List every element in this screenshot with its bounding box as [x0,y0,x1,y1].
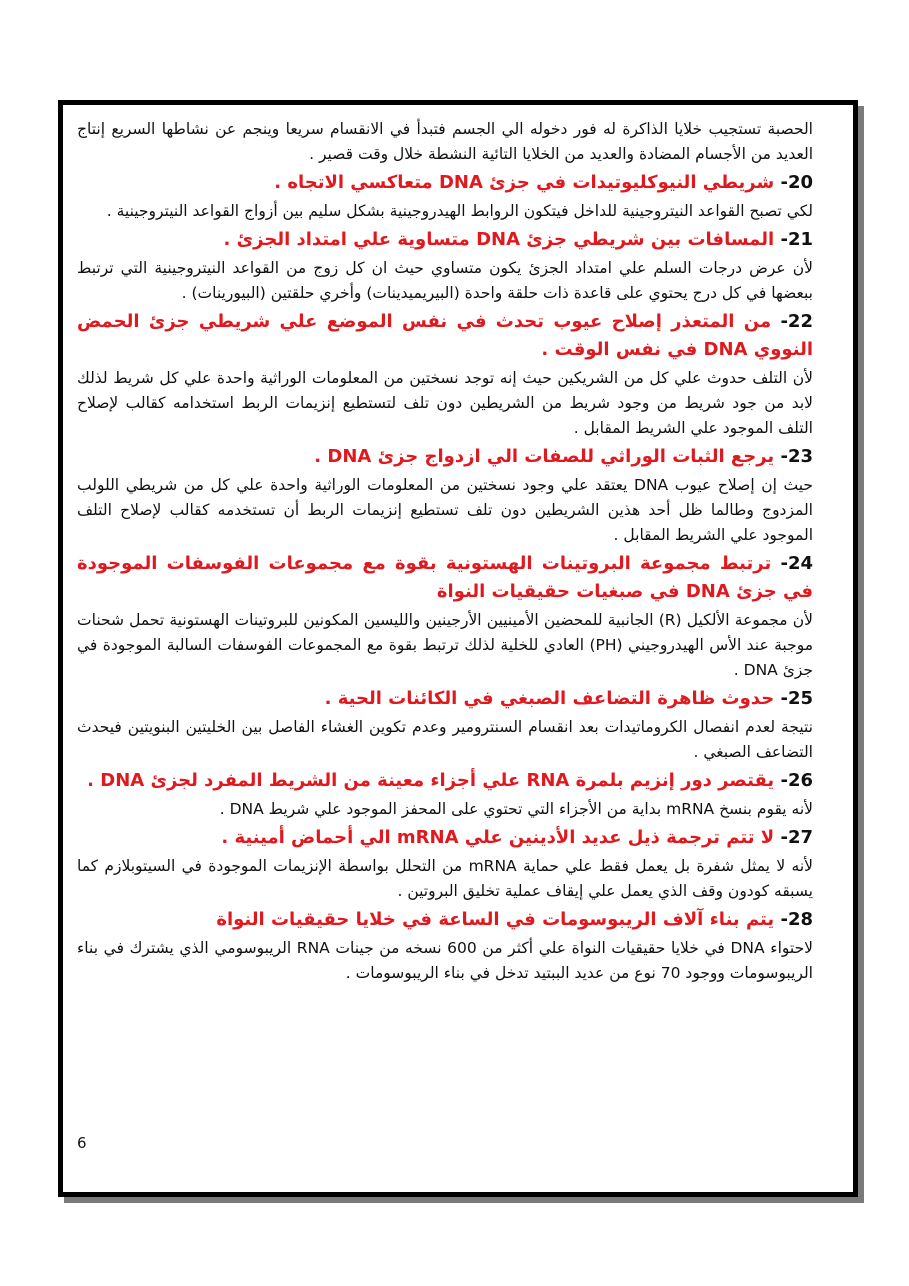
question-title: لا تتم ترجمة ذيل عديد الأدينين علي mRNA الي أحماض أمينية . [221,827,775,848]
question-title: يقتصر دور إنزيم بلمرة RNA علي أجزاء معينة من الشريط المفرد لجزئ DNA . [87,770,775,791]
page-number: 6 [77,1134,87,1152]
question-number: 23- [780,446,813,467]
item-24 [77,550,813,683]
answer-paragraph: حيث إن إصلاح عيوب DNA يعتقد علي وجود نسختين من المعلومات الوراثية واحدة علي كل من شريطي اللولب المزدوج وطالما ظل أحد هذين الشريطين دون تلف تستطيع إنزيمات الربط أن تستخدمه كقالب لإصلاح التلف الموجود علي الشريط المقابل . [77,476,813,544]
answer-paragraph: لأن التلف حدوث علي كل من الشريكين حيث إنه توجد نسختين من المعلومات الوراثية واحدة علي كل شريط لذلك لابد من جود شريط من وجود شريط من الشريطين دون تلف لتستطيع إنزيمات الربط استخدامه كقالب لإصلاح التلف الموجود علي الشريط المقابل . [77,369,813,437]
intro-paragraph: الحصبة تستجيب خلايا الذاكرة له فور دخوله الي الجسم فتبدأ في الانقسام سريعا وينجم عن نشاطها السريع إنتاج العديد من الأجسام المضادة والعديد من الخلايا التائية النشطة خلال وقت قصير . [77,120,813,163]
question-title: شريطي النيوكليوتيدات في جزئ DNA متعاكسي الاتجاه . [274,172,775,193]
question-heading [77,550,813,606]
answer-paragraph: لكي تصبح القواعد النيتروجينية للداخل فيتكون الروابط الهيدروجينية بشكل سليم بين أزواج القواعد النيتروجينية . [106,202,813,220]
item-28 [77,906,813,986]
question-number: 22- [780,311,813,332]
question-number: 27- [780,827,813,848]
question-title: يتم بناء آلاف الريبوسومات في الساعة في خلايا حقيقيات النواة [216,909,775,930]
question-title: المسافات بين شريطي جزئ DNA متساوية علي امتداد الجزئ . [223,229,775,250]
question-number: 20- [780,172,813,193]
answer-paragraph: لاحتواء DNA في خلايا حقيقيات النواة علي أكثر من 600 نسخه من جينات RNA الريبوسومي الذي يشترك في بناء الريبوسومات ووجود 70 نوع من عديد الببتيد تدخل في بناء الريبوسومات . [77,939,813,982]
answer-paragraph: لأنه يقوم بنسخ mRNA بداية من الأجزاء التي تحتوي على المحفز الموجود علي شريط DNA . [219,800,813,818]
question-heading [77,767,813,795]
question-heading [77,906,813,934]
item-20 [77,169,813,224]
answer-paragraph: لأن عرض درجات السلم علي امتداد الجزئ يكون متساوي حيث ان كل زوج من القواعد النيتروجينية التي ترتبط ببعضها في كل درج يحتوي على قاعدة ذات حلقة واحدة (البيريميدينات) وأخري حلقتين (البيورينات) . [77,259,813,302]
question-title: يرجع الثبات الوراثي للصفات الي ازدواج جزئ DNA . [314,446,775,467]
question-heading [77,226,813,254]
question-heading [77,443,813,471]
question-heading [77,169,813,197]
question-heading [77,685,813,713]
item-23 [77,443,813,548]
answer-paragraph: لأن مجموعة الألكيل (R) الجانبية للمحضين الأمينيين الأرجينين والليسين المكونين للبروتينات الهستونية تحمل شحنات موجبة عند الأس الهيدروجيني (PH) العادي للخلية لذلك ترتبط بقوة مع المجموعات الفوسفات السالبة الموجودة في جزئ DNA . [77,611,813,679]
item-27 [77,824,813,904]
question-number: 21- [780,229,813,250]
question-heading [77,824,813,852]
page-frame [58,100,858,1197]
question-title: من المتعذر إصلاح عيوب تحدث في نفس الموضع علي شريطي جزئ الحمض النووي DNA في نفس الوقت . [77,311,813,360]
question-title: حدوث ظاهرة التضاعف الصبغي في الكائنات الحية . [324,688,775,709]
question-number: 24- [780,553,813,574]
question-title: ترتبط مجموعة البروتينات الهستونية بقوة مع مجموعات الفوسفات الموجودة في جزئ DNA في صبغيات حقيقيات النواة [77,553,813,602]
question-number: 25- [780,688,813,709]
question-heading [77,308,813,364]
item-22 [77,308,813,441]
answer-paragraph: نتيجة لعدم انفصال الكروماتيدات بعد انقسام السنترومير وعدم تكوين الغشاء الفاصل بين الخليتين البنويتين فيحدث التضاعف الصبغي . [77,718,813,761]
page-content [77,117,813,988]
item-21 [77,226,813,306]
item-25 [77,685,813,765]
question-number: 28- [780,909,813,930]
question-number: 26- [780,770,813,791]
answer-paragraph: لأنه لا يمثل شفرة بل يعمل فقط علي حماية mRNA من التحلل بواسطة الإنزيمات الموجودة في السيتوبلازم كما يسبقه كودون وقف الذي يعمل علي إيقاف عملية تخليق البروتين . [77,857,813,900]
item-26 [77,767,813,822]
